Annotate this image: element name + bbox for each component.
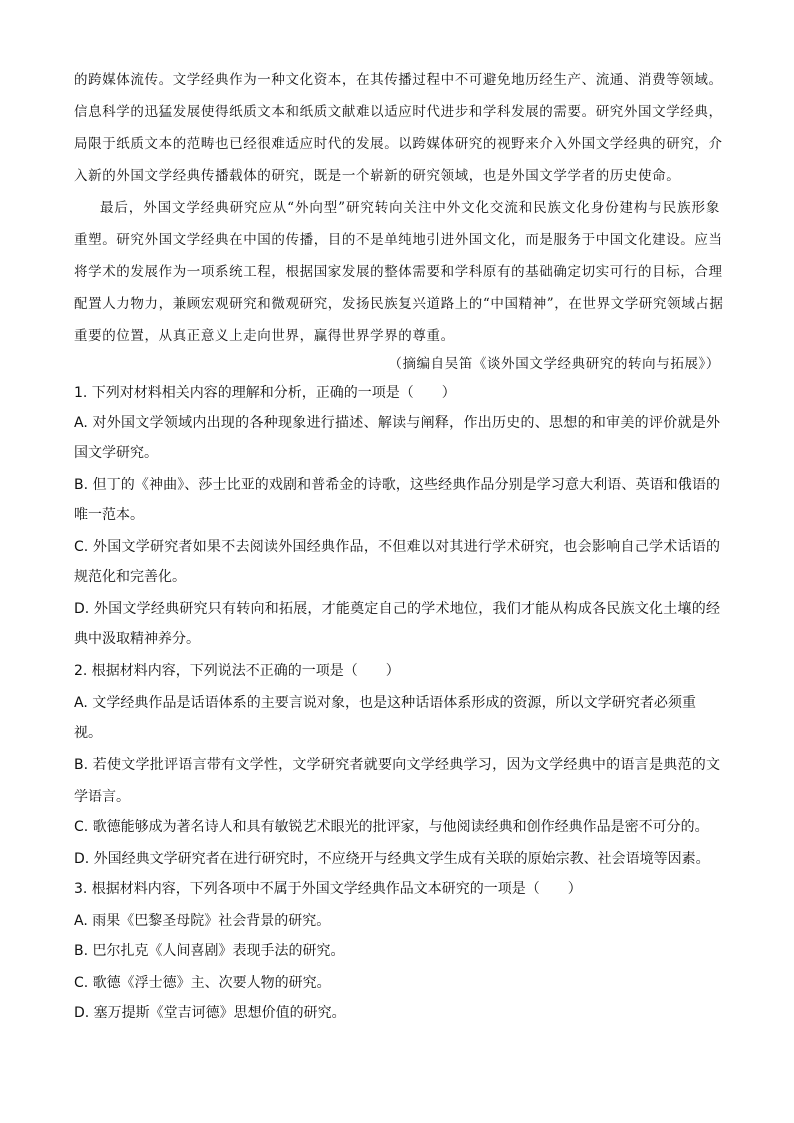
question-2-option-c: C. 歌德能够成为著名诗人和具有敏锐艺术眼光的批评家，与他阅读经典和创作经典作品是密不可分的。 <box>74 819 709 835</box>
question-1-option-c-cont: 规范化和完善化。 <box>74 569 186 585</box>
passage-p1-line-4: 入新的外国文学经典传播载体的研究，既是一个崭新的研究领域，也是外国文学学者的历史使命。 <box>74 168 681 184</box>
question-2-stem: 2. 根据材料内容，下列说法不正确的一项是（ ） <box>74 663 400 679</box>
question-2-option-d: D. 外国经典文学研究者在进行研究时，不应绕开与经典文学生成有关联的原始宗教、社会语境等因素。 <box>74 851 710 867</box>
passage-source: （摘编自吴笛《谈外国文学经典研究的转向与拓展》） <box>388 356 720 372</box>
passage-p1-line-3: 局限于纸质文本的范畴也已经很难适应时代的发展。以跨媒体研究的视野来介入外国文学经典的研究，介 <box>74 136 723 152</box>
question-1-option-b-cont: 唯一范本。 <box>74 507 144 523</box>
question-1-option-a: A. 对外国文学领域内出现的各种现象进行描述、解读与阐释，作出历史的、思想的和审美的评价就是外 <box>74 415 720 431</box>
question-1-option-b: B. 但丁的《神曲》、莎士比亚的戏剧和普希金的诗歌，这些经典作品分别是学习意大利语、英语和俄语的 <box>74 477 720 493</box>
question-1-stem: 1. 下列对材料相关内容的理解和分析，正确的一项是（ ） <box>74 385 456 401</box>
question-3-stem: 3. 根据材料内容，下列各项中不属于外国文学经典作品文本研究的一项是（ ） <box>74 881 582 897</box>
passage-p1-line-2: 信息科学的迅猛发展使得纸质文本和纸质文献难以适应时代进步和学科发展的需要。研究外国文学经典， <box>74 104 723 120</box>
question-2-option-b-cont: 学语言。 <box>74 789 130 805</box>
question-1-option-d: D. 外国文学经典研究只有转向和拓展，才能奠定自己的学术地位，我们才能从构成各民族文化土壤的经 <box>74 601 720 617</box>
question-2-option-b: B. 若使文学批评语言带有文学性，文学研究者就要向文学经典学习，因为文学经典中的语言是典范的文 <box>74 757 720 773</box>
passage-p2-line-3: 将学术的发展作为一项系统工程，根据国家发展的整体需要和学科原有的基础确定切实可行的目标，合理 <box>74 264 723 280</box>
passage-p1-line-1: 的跨媒体流传。文学经典作为一种文化资本，在其传播过程中不可避免地历经生产、流通、消费等领域。 <box>74 72 723 88</box>
question-2-option-a: A. 文学经典作品是话语体系的主要言说对象，也是这种话语体系形成的资源，所以文学研究者必须重 <box>74 695 696 711</box>
question-2-option-a-cont: 视。 <box>74 725 102 741</box>
question-3-option-c: C. 歌德《浮士德》主、次要人物的研究。 <box>74 975 331 991</box>
question-1-option-a-cont: 国文学研究。 <box>74 445 158 461</box>
question-3-option-b: B. 巴尔扎克《人间喜剧》表现手法的研究。 <box>74 943 345 959</box>
question-1-option-c: C. 外国文学研究者如果不去阅读外国经典作品，不但难以对其进行学术研究，也会影响自己学术话语的 <box>74 539 720 555</box>
passage-p2-line-2: 重塑。研究外国文学经典在中国的传播，目的不是单纯地引进外国文化，而是服务于中国文化建设。应当 <box>74 232 723 248</box>
passage-p2-line-5: 重要的位置，从真正意义上走向世界，赢得世界学界的尊重。 <box>74 328 455 344</box>
question-3-option-d: D. 塞万提斯《堂吉诃德》思想价值的研究。 <box>74 1005 346 1021</box>
question-3-option-a: A. 雨果《巴黎圣母院》社会背景的研究。 <box>74 913 331 929</box>
question-1-option-d-cont: 典中汲取精神养分。 <box>74 631 200 647</box>
passage-p2-line-4: 配置人力物力，兼顾宏观研究和微观研究，发扬民族复兴道路上的“中国精神”，在世界文学研究领域占据 <box>74 296 724 312</box>
passage-p2-line-1: 最后，外国文学经典研究应从“外向型”研究转向关注中外文化交流和民族文化身份建构与民族形象 <box>100 200 720 216</box>
